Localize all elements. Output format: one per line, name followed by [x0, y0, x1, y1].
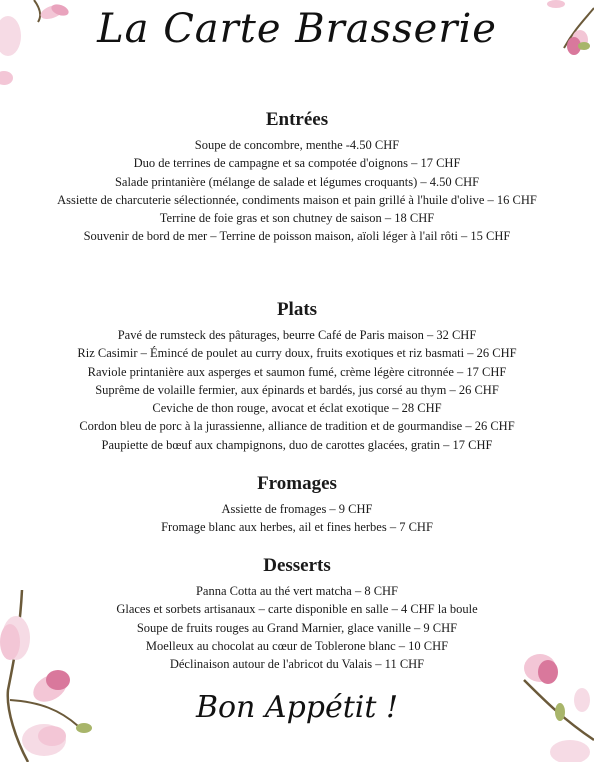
menu-item: Déclinaison autour de l'abricot du Valais – 11 CHF [169, 657, 425, 672]
menu-item: Riz Casimir – Émincé de poulet au curry doux, fruits exotiques et riz basmati – 26 CHF [77, 346, 517, 361]
section-heading: Plats [276, 299, 318, 320]
bon-appetit-footer: Bon Appétit ! [195, 690, 399, 725]
menu-item: Cordon bleu de porc à la jurassienne, alliance de tradition et de gourmandise – 26 CHF [79, 419, 515, 434]
menu-item: Assiette de fromages – 9 CHF [221, 502, 373, 516]
section-heading: Entrées [265, 109, 329, 130]
menu-item: Paupiette de bœuf aux champignons, duo de carottes glacées, gratin – 17 CHF [101, 437, 493, 452]
menu-item: Panna Cotta au thé vert matcha – 8 CHF [195, 584, 399, 598]
menu-item: Assiette de charcuterie sélectionnée, condiments maison et pain grillé à l'huile d'olive – 16 CHF [57, 192, 537, 207]
menu-title: La Carte Brasserie [97, 6, 497, 52]
menu-item: Raviole printanière aux asperges et saumon fumé, crème légère citronnée – 17 CHF [87, 364, 507, 379]
menu-item: Duo de terrines de campagne et sa compotée d'oignons – 17 CHF [133, 156, 461, 171]
menu-item: Fromage blanc aux herbes, ail et fines herbes – 7 CHF [161, 520, 433, 535]
magnolia-top-right-decoration [534, 0, 594, 70]
menu-item: Pavé de rumsteck des pâturages, beurre Café de Paris maison – 32 CHF [117, 328, 477, 342]
menu-item: Ceviche de thon rouge, avocat et éclat exotique – 28 CHF [152, 401, 442, 416]
section-heading: Desserts [263, 555, 331, 576]
section-desserts [0, 554, 594, 673]
menu-item: Salade printanière (mélange de salade et légumes croquants) – 4.50 CHF [114, 174, 480, 189]
section-heading: Fromages [257, 473, 337, 494]
menu-item: Terrine de foie gras et son chutney de saison – 18 CHF [159, 211, 435, 226]
magnolia-top-left-decoration [0, 0, 80, 90]
menu-item: Moelleux au chocolat au cœur de Toblerone blanc – 10 CHF [145, 638, 449, 653]
menu-item: Suprême de volaille fermier, aux épinards et bardés, jus corsé au thym – 26 CHF [95, 382, 499, 397]
section-fromages [0, 472, 594, 537]
menu-item: Glaces et sorbets artisanaux – carte disponible en salle – 4 CHF la boule [116, 602, 478, 617]
menu-item: Souvenir de bord de mer – Terrine de poisson maison, aïoli léger à l'ail rôti – 15 CHF [83, 229, 511, 244]
menu-item: Soupe de concombre, menthe -4.50 CHF [194, 138, 400, 152]
section-entrees [0, 108, 594, 246]
menu-item: Soupe de fruits rouges au Grand Marnier, glace vanille – 9 CHF [136, 620, 458, 635]
section-plats [0, 298, 594, 454]
